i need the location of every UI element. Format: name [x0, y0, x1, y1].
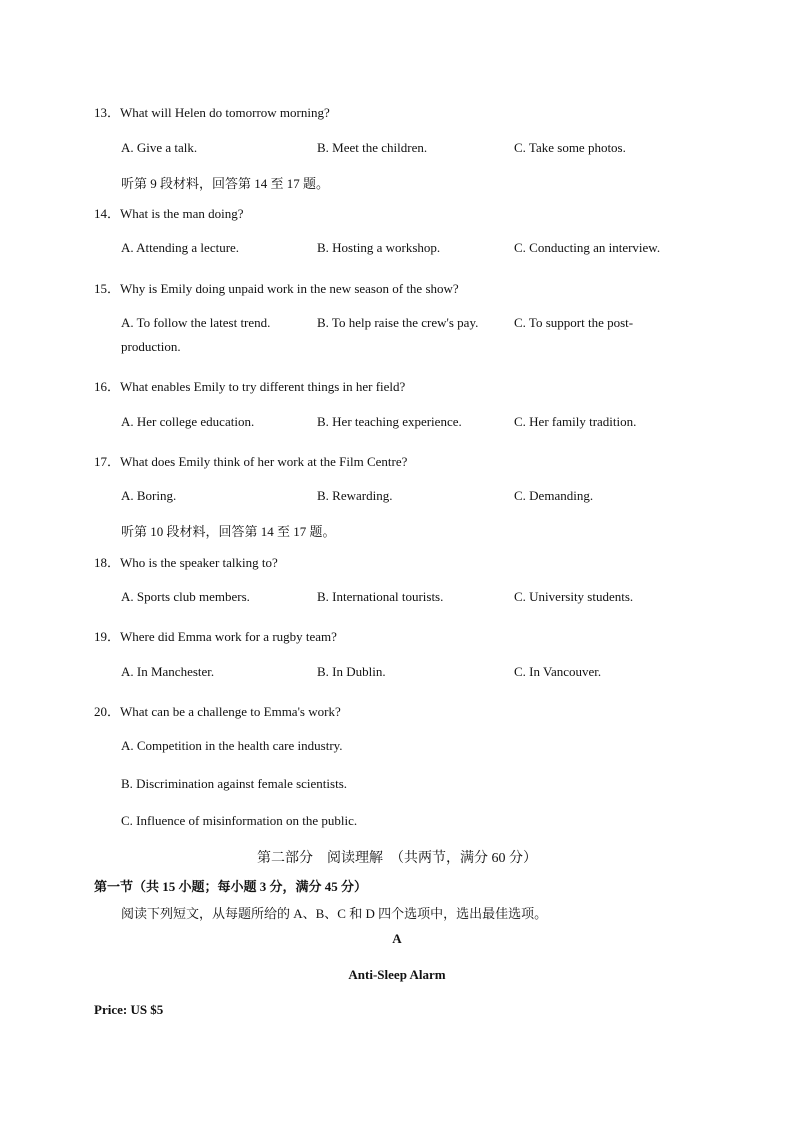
- question-17: 17．What does Emily think of her work at the Film Centre?: [94, 454, 408, 469]
- question-13: 13．What will Helen do tomorrow morning?: [94, 105, 330, 120]
- q15-option-c-continued: production.: [121, 339, 181, 354]
- price-line: Price: US $5: [94, 1002, 164, 1017]
- q15-option-a: A. To follow the latest trend.: [121, 315, 271, 330]
- q20-option-c: C. Influence of misinformation on the public.: [121, 813, 358, 828]
- q19-option-c: C. In Vancouver.: [514, 664, 602, 679]
- q19-option-b: B. In Dublin.: [317, 664, 386, 679]
- q14-option-c: C. Conducting an interview.: [514, 240, 661, 255]
- q13-option-b: B. Meet the children.: [317, 140, 428, 155]
- q13-option-c: C. Take some photos.: [514, 140, 626, 155]
- part-two-title: 第二部分 阅读理解 （共两节，满分 60 分）: [257, 851, 537, 866]
- q17-option-b: B. Rewarding.: [317, 488, 393, 503]
- question-14: 14．What is the man doing?: [94, 206, 244, 221]
- question-16: 16．What enables Emily to try different things in her field?: [94, 379, 406, 394]
- q18-option-b: B. International tourists.: [317, 589, 444, 604]
- q20-option-b: B. Discrimination against female scientists.: [121, 776, 348, 791]
- q18-option-c: C. University students.: [514, 589, 634, 604]
- section-one-title: 第一节（共 15 小题；每小题 3 分，满分 45 分）: [94, 879, 368, 894]
- q14-option-b: B. Hosting a workshop.: [317, 240, 441, 255]
- q16-option-b: B. Her teaching experience.: [317, 414, 462, 429]
- q17-option-a: A. Boring.: [121, 488, 177, 503]
- instruction-section-9: 听第 9 段材料，回答第 14 至 17 题。: [121, 176, 330, 191]
- q13-option-a: A. Give a talk.: [121, 140, 198, 155]
- q16-option-c: C. Her family tradition.: [514, 414, 637, 429]
- q17-option-c: C. Demanding.: [514, 488, 594, 503]
- question-20: 20．What can be a challenge to Emma's work?: [94, 704, 341, 719]
- q15-option-c: C. To support the post-: [514, 315, 634, 330]
- passage-letter: A: [392, 931, 402, 946]
- q14-option-a: A. Attending a lecture.: [121, 240, 240, 255]
- passage-title: Anti-Sleep Alarm: [348, 967, 446, 982]
- question-15: 15．Why is Emily doing unpaid work in the new season of the show?: [94, 281, 459, 296]
- q15-option-b: B. To help raise the crew's pay.: [317, 315, 479, 330]
- q16-option-a: A. Her college education.: [121, 414, 255, 429]
- q19-option-a: A. In Manchester.: [121, 664, 215, 679]
- reading-instruction: 阅读下列短文，从每题所给的 A、B、C 和 D 四个选项中，选出最佳选项。: [121, 906, 548, 921]
- q20-option-a: A. Competition in the health care industry.: [121, 738, 343, 753]
- q18-option-a: A. Sports club members.: [121, 589, 250, 604]
- instruction-section-10: 听第 10 段材料，回答第 14 至 17 题。: [121, 524, 336, 539]
- question-19: 19．Where did Emma work for a rugby team?: [94, 629, 337, 644]
- question-18: 18．Who is the speaker talking to?: [94, 555, 278, 570]
